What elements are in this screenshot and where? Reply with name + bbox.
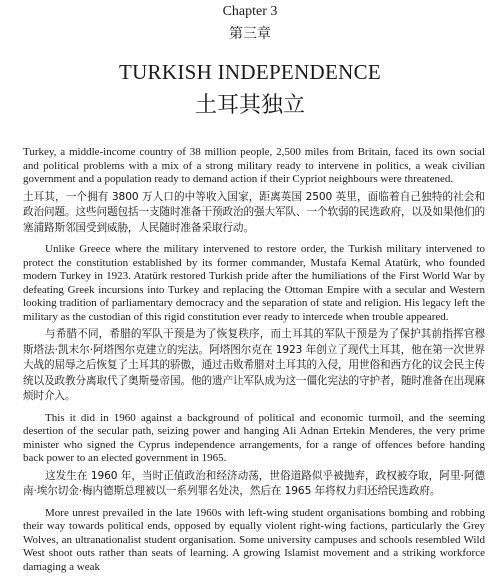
chapter-title: TURKISH INDEPENDENCE <box>118 60 382 84</box>
chapter-label-cn: 第三章 <box>229 26 271 42</box>
chapter-label: Chapter 3 <box>222 4 278 19</box>
paragraph-en-1: Turkey, a middle-income country of 38 million people, 2,500 miles from Britain, faced its own social and political problems with a mix of a strong military ready to intervene in politics, a weak civilian government and a population ready to demand action if their Cypriot neighbours were threatened. <box>23 146 485 185</box>
paragraph-cn-2: 与希腊不同，希腊的军队干预是为了恢复秩序，而土耳其的军队干预是为了保护其前指挥官穆斯塔法·凯末尔·阿塔图尔克建立的宪法。阿塔图尔克在 1923 年创立了现代土耳其，他在第一次世界大战的屈辱之后恢复了土耳其的骄傲，通过击败希腊对土耳其的入侵，用世俗和西方化的议会民主传统以及政教分离取代了奥斯曼帝国。他的遗产让军队成为这一僵化宪法的守护者，随时准备在出现麻烦时介入。 <box>23 328 485 402</box>
paragraph-en-2: Unlike Greece where the military intervened to restore order, the Turkish military intervened to protect the constitution established by its former commander, Mustafa Kemal Atatürk, who founded modern Turkey in 1923. Atatürk restored Turkish pride after the humiliations of the First World War by defeating Greek incursions into Turkey and replacing the Ottoman Empire with a secular and Western looking tradition of parliamentary democracy and the separation of state and religion. His legacy left the military as the custodian of this rigid constitution ever ready to intercede when trouble appeared. <box>23 243 485 323</box>
paragraph-cn-3: 这发生在 1960 年，当时正值政治和经济动荡，世俗道路似乎被抛弃，政权被夺取，阿里·阿德南·埃尔切金·梅内德斯总理被以一系列罪名处决，然后在 1965 年将权力归还给民选政府。 <box>23 469 485 497</box>
paragraph-en-3: This it did in 1960 against a background of political and economic turmoil, and the seeming desertion of the secular path, seizing power and hanging Ali Adnan Ertekin Menderes, the very prime minister who signed the Cyprus independence arrangements, for a range of offences before handing back power to an elected government in 1965. <box>23 411 485 464</box>
paragraph-cn-1: 土耳其，一个拥有 3800 万人口的中等收入国家，距离英国 2500 英里，面临着自己独特的社会和政治问题。这些问题包括一支随时准备干预政治的强大军队、一个软弱的民选政府，以及如果他们的塞浦路斯邻国受到威胁，人民随时准备采取行动。 <box>23 190 485 234</box>
body-text <box>23 146 485 577</box>
paragraph-en-4: More unrest prevailed in the late 1960s with left-wing student organisations bombing and robbing their way towards political ends, opposed by equally violent right-wing factions, particularly the Grey Wolves, an ultranationalist student organisation. Some university campuses and schools resembled Wild West shoot outs rather than seats of learning. A growing Islamist movement and a striking workforce damaging a weak <box>23 506 485 573</box>
chapter-title-cn: 土耳其独立 <box>194 93 305 118</box>
